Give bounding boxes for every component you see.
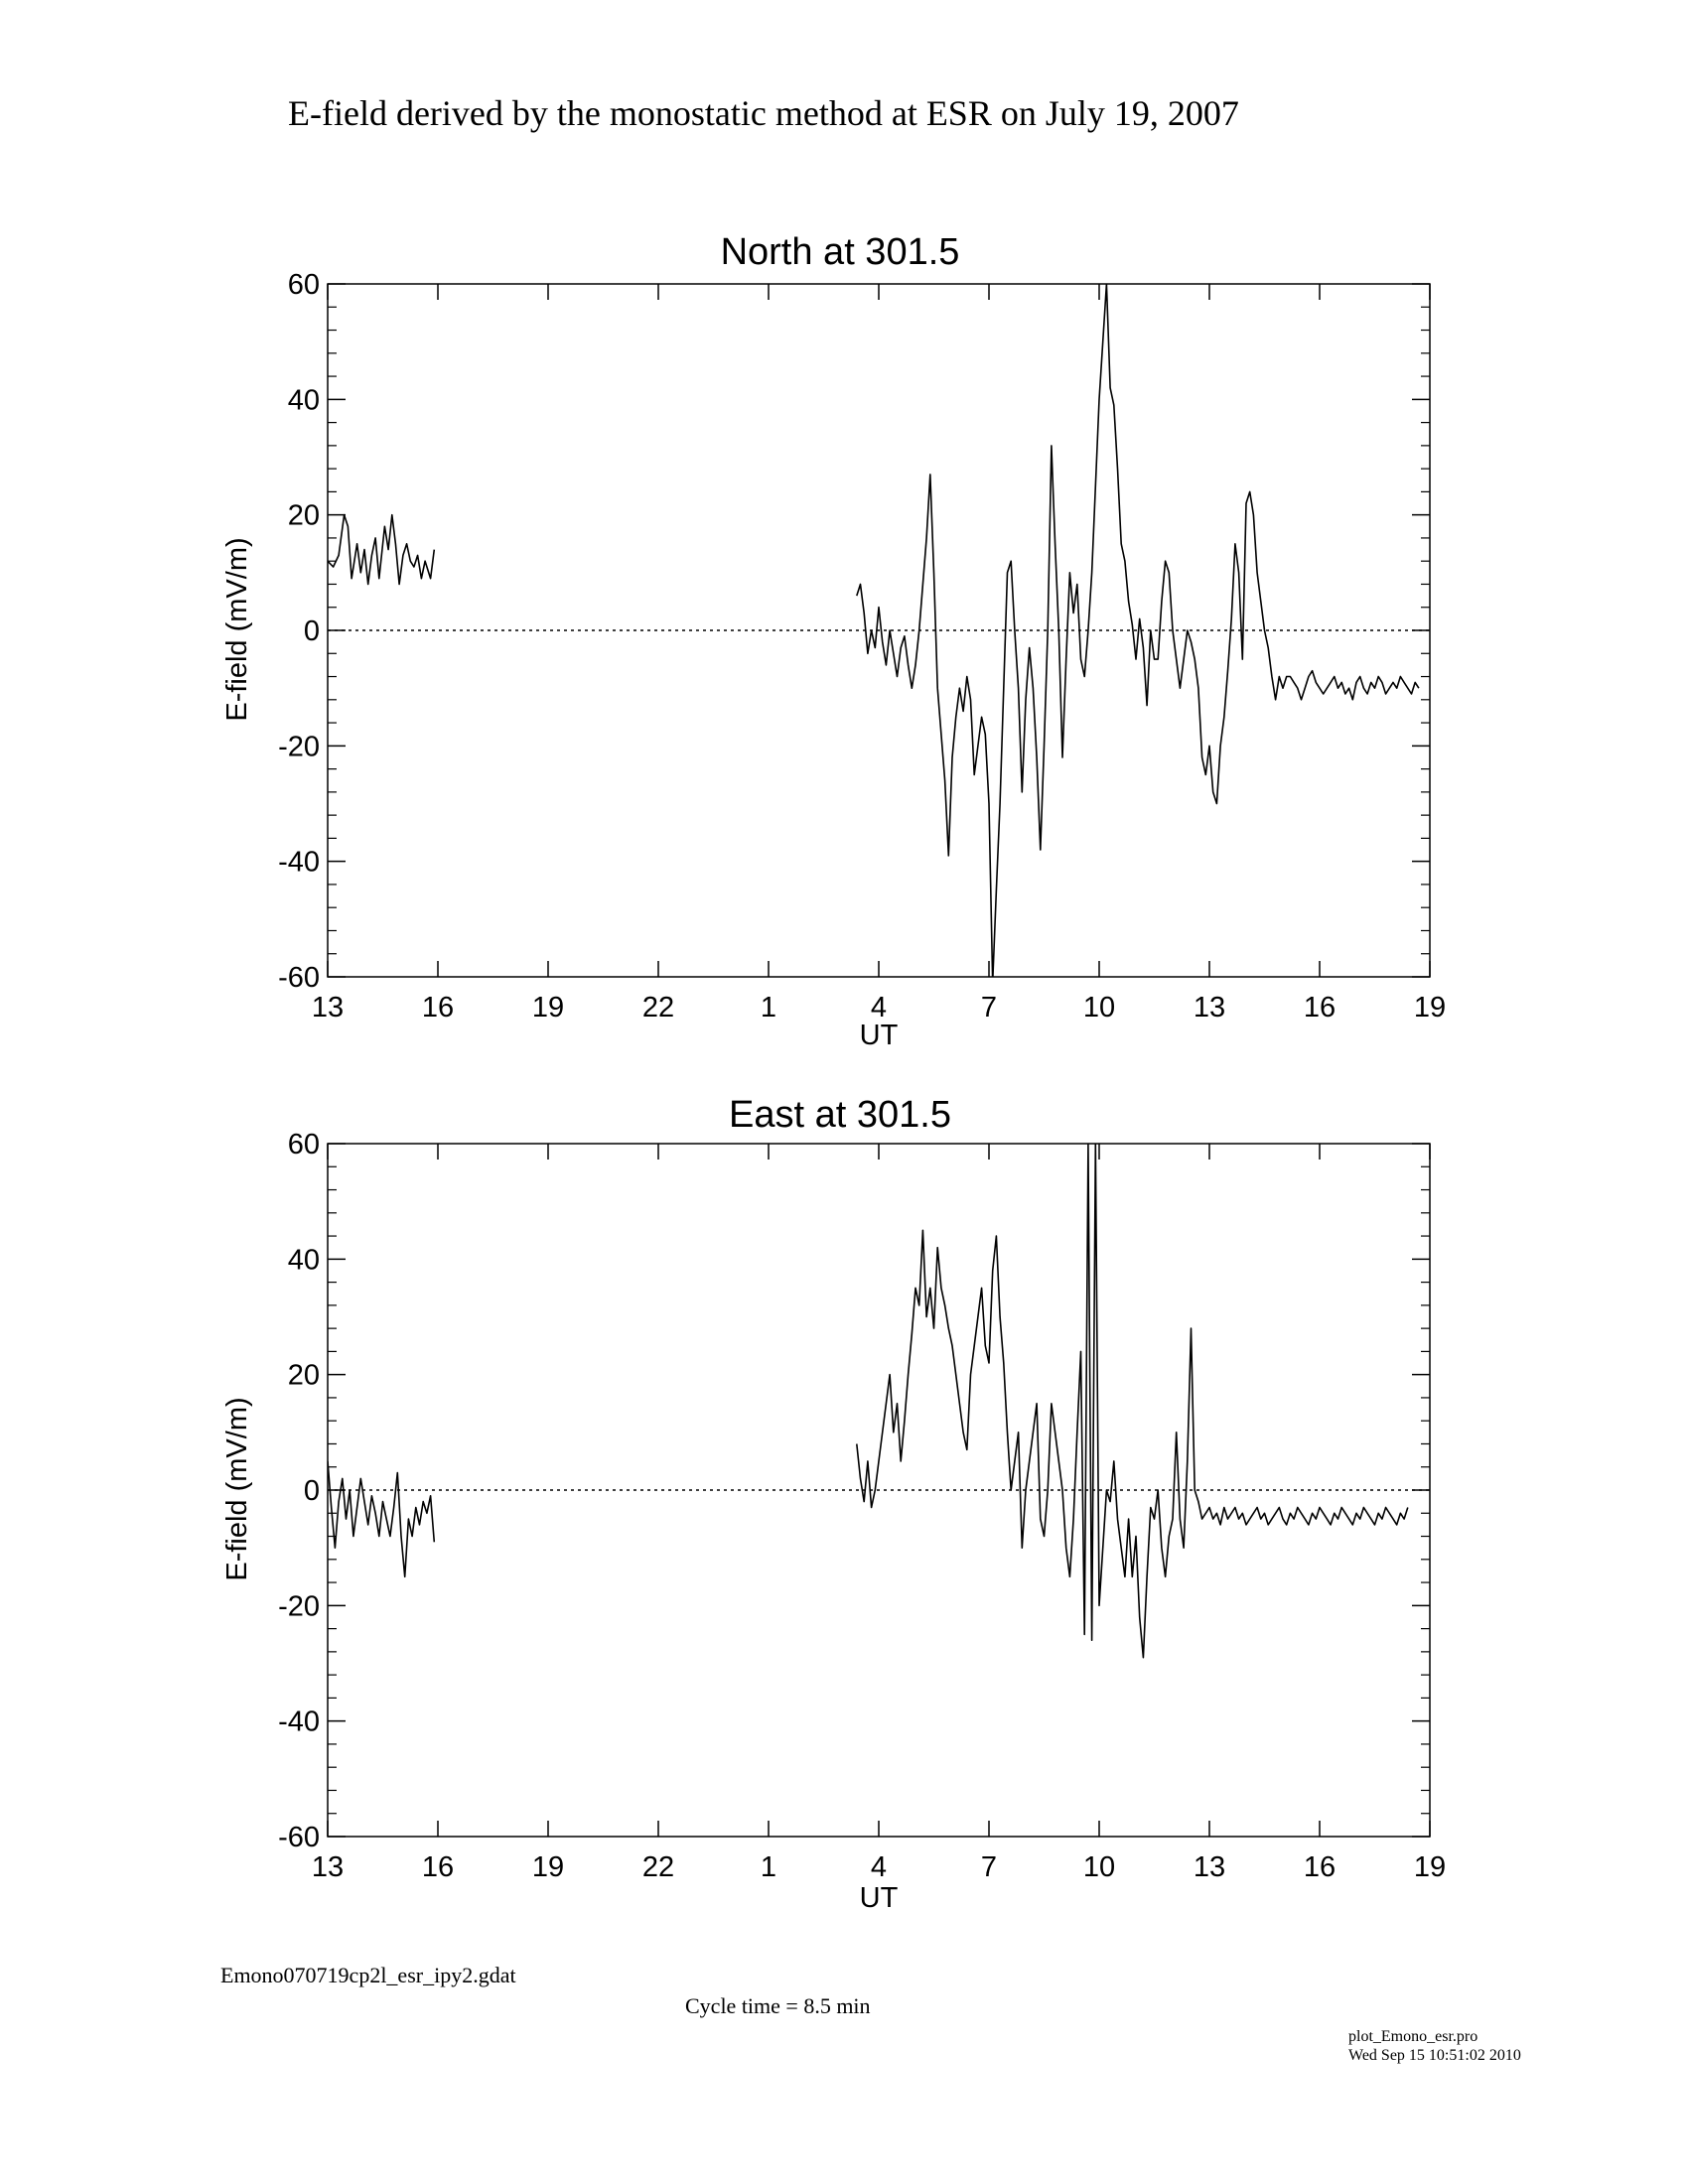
y-tick-label: 40 bbox=[287, 1244, 320, 1277]
x-tick-label: 10 bbox=[1082, 1851, 1116, 1883]
y-tick-label: -60 bbox=[278, 962, 320, 994]
y-tick-label: -40 bbox=[278, 846, 320, 879]
y-tick-label: -60 bbox=[278, 1822, 320, 1853]
x-tick-label: 16 bbox=[421, 1851, 455, 1883]
y-tick-label: 0 bbox=[303, 1475, 320, 1507]
x-tick-label: 7 bbox=[980, 992, 998, 1024]
y-tick-label: -20 bbox=[278, 731, 320, 763]
x-tick-label: 1 bbox=[760, 1851, 777, 1883]
y-tick-label: 60 bbox=[287, 269, 320, 301]
panel-title: North at 301.5 bbox=[720, 231, 960, 273]
program-name: plot_Emono_esr.pro bbox=[1348, 2028, 1478, 2045]
x-tick-label: 16 bbox=[1303, 992, 1336, 1024]
e-field-line bbox=[328, 515, 434, 585]
x-tick-label: 19 bbox=[531, 992, 565, 1024]
x-tick-label: 22 bbox=[641, 1851, 675, 1883]
y-tick-label: 20 bbox=[287, 499, 320, 532]
y-tick-label: -20 bbox=[278, 1590, 320, 1623]
x-tick-label: 13 bbox=[1193, 992, 1226, 1024]
y-tick-label: -40 bbox=[278, 1706, 320, 1738]
plot-area bbox=[278, 1129, 1446, 1883]
y-axis-label: E-field (mV/m) bbox=[221, 1397, 253, 1581]
x-tick-label: 16 bbox=[421, 992, 455, 1024]
y-tick-label: 20 bbox=[287, 1359, 320, 1392]
x-tick-label: 19 bbox=[531, 1851, 565, 1883]
e-field-line bbox=[328, 1461, 434, 1576]
x-tick-label: 22 bbox=[641, 992, 675, 1024]
x-tick-label: 13 bbox=[311, 1851, 345, 1883]
cycle-time-note: Cycle time = 8.5 min bbox=[685, 1993, 871, 2018]
panel-title: East at 301.5 bbox=[729, 1094, 951, 1136]
east-panel bbox=[221, 1094, 1446, 1914]
e-field-line bbox=[857, 1144, 1408, 1658]
y-tick-label: 40 bbox=[287, 384, 320, 417]
x-tick-label: 4 bbox=[870, 992, 888, 1024]
x-tick-label: 4 bbox=[870, 1851, 888, 1883]
plot-area bbox=[278, 269, 1446, 1024]
filename-note: Emono070719cp2l_esr_ipy2.gdat bbox=[220, 1963, 516, 1987]
x-tick-label: 19 bbox=[1413, 992, 1447, 1024]
x-tick-label: 10 bbox=[1082, 992, 1116, 1024]
x-tick-label: 7 bbox=[980, 1851, 998, 1883]
x-axis-label: UT bbox=[859, 1020, 899, 1051]
x-axis-label: UT bbox=[859, 1882, 899, 1914]
y-axis-label: E-field (mV/m) bbox=[221, 537, 253, 722]
x-tick-label: 16 bbox=[1303, 1851, 1336, 1883]
plot-timestamp: Wed Sep 15 10:51:02 2010 bbox=[1348, 2047, 1521, 2064]
north-panel bbox=[221, 231, 1446, 1051]
page-title: E-field derived by the monostatic method at ESR on July 19, 2007 bbox=[288, 93, 1239, 133]
x-tick-label: 1 bbox=[760, 992, 777, 1024]
y-tick-label: 60 bbox=[287, 1129, 320, 1160]
y-tick-label: 0 bbox=[303, 615, 320, 647]
x-tick-label: 13 bbox=[311, 992, 345, 1024]
x-tick-label: 13 bbox=[1193, 1851, 1226, 1883]
x-tick-label: 19 bbox=[1413, 1851, 1447, 1883]
e-field-line bbox=[857, 284, 1419, 983]
